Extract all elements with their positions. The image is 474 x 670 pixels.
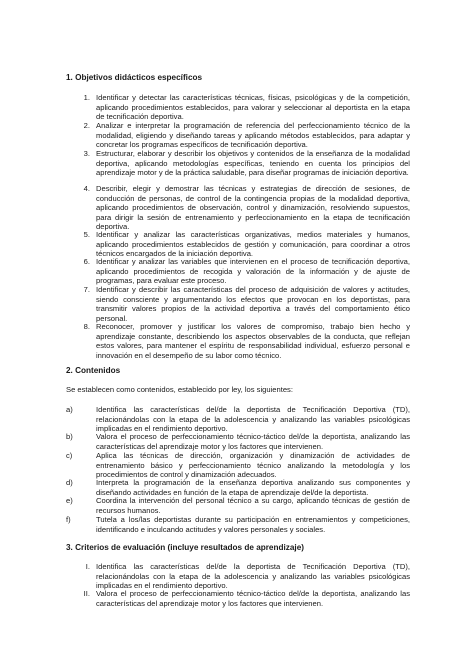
section-heading-contenidos: 2. Contenidos bbox=[66, 366, 121, 375]
item-text: Describir, elegir y demostrar las técnicas y estrategias de dirección de sesiones, de conducción de personas, de control de la contingencia propias de la modalidad deportiva, aplicando procedimientos de observación, control y dinamización, resolviendo supuestos, para dirigir la sesión de entrenamiento y perfeccionamiento en la etapa de tecnificación deportiva. bbox=[96, 184, 410, 231]
content-item bbox=[66, 478, 410, 497]
objective-item bbox=[83, 149, 410, 178]
item-text: Identificar y describir las características del proceso de adquisición de valores y actitudes, siendo consciente y argumentando los efectos que provocan en los deportistas, para transmitir valores propios de la actividad deportiva a través del comportamiento ético personal. bbox=[96, 285, 410, 323]
item-letter: c) bbox=[66, 451, 73, 460]
item-number: 3. bbox=[83, 149, 90, 158]
objective-item bbox=[83, 322, 410, 360]
item-text: Tutela a los/las deportistas durante su participación en entrenamientos y competiciones, identificando e inculcando actitudes y valores personales y sociales. bbox=[96, 515, 410, 534]
objective-item bbox=[83, 257, 410, 286]
item-number: 8. bbox=[83, 322, 90, 331]
objective-item bbox=[83, 230, 410, 259]
content-item bbox=[66, 432, 410, 451]
item-text: Identifica las características del/de la deportista de Tecnificación Deportiva (TD), relacionándolas con la etapa de la adolescencia y analizando las variables psicológicas implicadas en el rendimiento deportivo. bbox=[96, 405, 410, 433]
objective-item bbox=[83, 121, 410, 150]
item-letter: d) bbox=[66, 478, 73, 487]
item-roman: I. bbox=[85, 562, 90, 571]
section-heading-criterios: 3. Criterios de evaluación (incluye resultados de aprendizaje) bbox=[66, 543, 304, 552]
content-item bbox=[66, 496, 410, 515]
item-number: 1. bbox=[83, 93, 90, 102]
criterion-item bbox=[83, 589, 410, 608]
objective-item bbox=[83, 285, 410, 323]
item-text: Analizar e interpretar la programación de referencia del perfeccionamiento técnico de la modalidad, eligiendo y diseñando tareas y aplicando métodos establecidos, para adaptar y concretar los programas específicos de tecnificación deportiva. bbox=[96, 121, 410, 149]
content-item bbox=[66, 405, 410, 434]
objective-item bbox=[83, 93, 410, 122]
item-text: Reconocer, promover y justificar los valores de compromiso, trabajo bien hecho y aprendizaje constante, describiendo los aspectos observables de la conducta, que reflejan estos valores, para mantener el espíritu de responsabilidad individual, esfuerzo personal e innovación en el desempeño de su labor como técnico. bbox=[96, 322, 410, 360]
objective-item bbox=[83, 184, 410, 232]
item-letter: a) bbox=[66, 405, 73, 414]
item-number: 7. bbox=[83, 285, 90, 294]
item-text: Identificar y analizar las variables que intervienen en el proceso de tecnificación deportiva, aplicando procedimientos de recogida y valoración de la información y de ajuste de programas, para evaluar este proceso. bbox=[96, 257, 410, 285]
item-letter: e) bbox=[66, 496, 73, 505]
section-intro: Se establecen como contenidos, establecido por ley, los siguientes: bbox=[66, 385, 293, 394]
content-item bbox=[66, 451, 410, 480]
item-letter: b) bbox=[66, 432, 73, 441]
content-item bbox=[66, 515, 410, 534]
item-text: Interpreta la programación de la enseñanza deportiva analizando sus componentes y diseñando actividades en función de la etapa de aprendizaje del/de la deportista. bbox=[96, 478, 410, 497]
item-number: 2. bbox=[83, 121, 90, 130]
item-text: Identificar y analizar las características organizativas, medios materiales y humanos, aplicando procedimientos establecidos de gestión y comunicación, para coordinar a otros técnicos encargados de la iniciación deportiva. bbox=[96, 230, 410, 258]
item-text: Estructurar, elaborar y describir los objetivos y contenidos de la enseñanza de la modalidad deportiva, aplicando metodologías específicas, teniendo en cuenta los principios del aprendizaje motor y de la práctica saludable, para diseñar programas de iniciación deportiva. bbox=[96, 149, 410, 177]
criterion-item bbox=[85, 562, 410, 591]
item-text: Valora el proceso de perfeccionamiento técnico-táctico del/de la deportista, analizando las características del aprendizaje motor y los factores que intervienen. bbox=[96, 589, 410, 608]
item-text: Coordina la intervención del personal técnico a su cargo, aplicando técnicas de gestión de recursos humanos. bbox=[96, 496, 410, 515]
item-number: 4. bbox=[83, 184, 90, 193]
item-letter: f) bbox=[66, 515, 71, 524]
item-text: Valora el proceso de perfeccionamiento técnico-táctico del/de la deportista, analizando las características del aprendizaje motor y los factores que intervienen. bbox=[96, 432, 410, 451]
item-roman: II. bbox=[83, 589, 90, 598]
item-text: Identifica las características del/de la deportista de Tecnificación Deportiva (TD), relacionándolas con la etapa de la adolescencia y analizando las variables psicológicas implicadas en el rendimiento deportivo. bbox=[96, 562, 410, 590]
item-number: 5. bbox=[83, 230, 90, 239]
section-heading-objetivos: 1. Objetivos didácticos específicos bbox=[66, 73, 203, 82]
item-number: 6. bbox=[83, 257, 90, 266]
item-text: Identificar y detectar las características técnicas, físicas, psicológicas y de la competición, aplicando procedimientos establecidos, para valorar y seleccionar al deportista en la etapa de tecnificación deportiva. bbox=[96, 93, 410, 121]
item-text: Aplica las técnicas de dirección, organización y dinamización de actividades de entrenamiento básico y perfeccionamiento técnico analizando la metodología y los procedimientos de control y dinamización adecuados. bbox=[96, 451, 410, 479]
